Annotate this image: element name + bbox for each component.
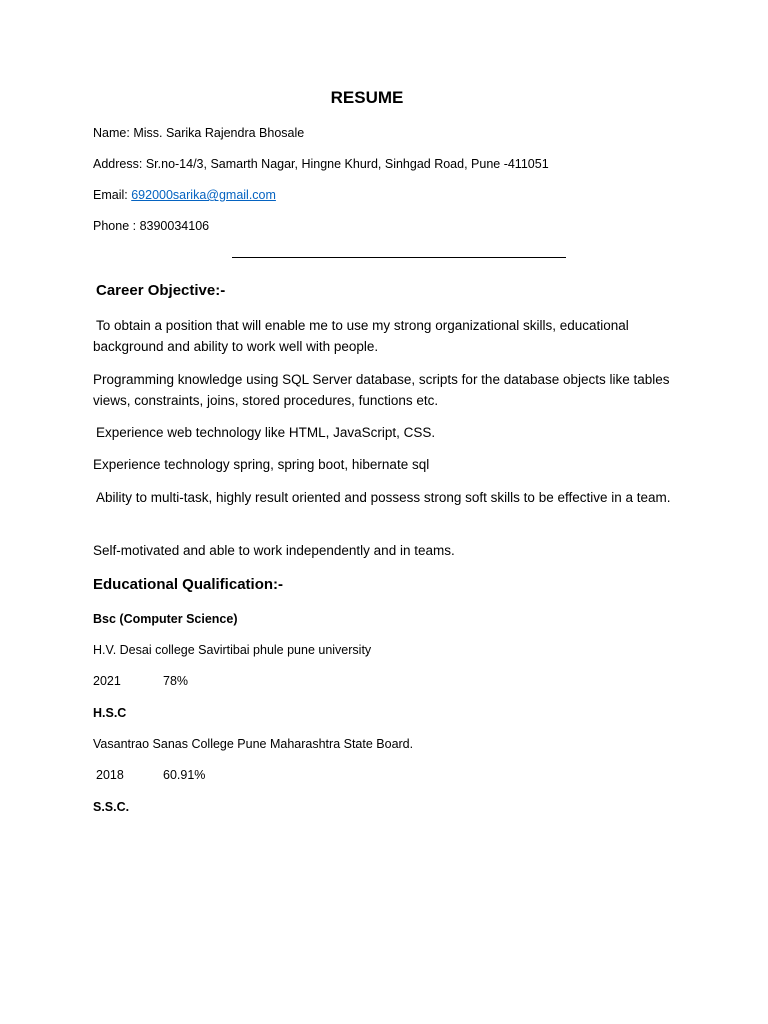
- career-paragraph: Experience web technology like HTML, JavaScript, CSS.: [96, 425, 436, 440]
- name-label: Name:: [93, 126, 130, 140]
- education-heading: Educational Qualification:-: [93, 576, 284, 593]
- address-line: [93, 157, 549, 171]
- name-line: [93, 126, 304, 140]
- career-paragraph: Self-motivated and able to work independently and in teams.: [93, 543, 455, 558]
- email-label: Email:: [93, 188, 128, 202]
- horizontal-divider: [232, 257, 566, 258]
- institution-name: H.V. Desai college Savirtibai phule pune university: [93, 643, 372, 657]
- degree-title: Bsc (Computer Science): [93, 612, 238, 626]
- education-year: 2018: [96, 768, 124, 782]
- address-label: Address:: [93, 157, 143, 171]
- phone-label: Phone :: [93, 219, 137, 233]
- career-paragraph: Ability to multi-task, highly result oriented and possess strong soft skills to be effective in a team.: [96, 490, 671, 505]
- degree-title: H.S.C: [93, 706, 127, 720]
- phone-value: 8390034106: [139, 219, 210, 233]
- career-paragraph: To obtain a position that will enable me to use my strong organizational skills, educational background and ability to work well with people.: [93, 318, 629, 354]
- email-line: [93, 188, 276, 202]
- email-link[interactable]: 692000sarika@gmail.com: [131, 188, 276, 202]
- degree-title: S.S.C.: [93, 800, 130, 814]
- career-paragraph: Experience technology spring, spring boot, hibernate sql: [93, 457, 430, 472]
- career-paragraph: Programming knowledge using SQL Server database, scripts for the database objects like tables views, constraints, joins, stored procedures, functions etc.: [93, 372, 670, 408]
- education-score: 60.91%: [163, 768, 206, 782]
- address-value: Sr.no-14/3, Samarth Nagar, Hingne Khurd, Sinhgad Road, Pune -411051: [145, 157, 549, 171]
- phone-line: [93, 219, 209, 233]
- education-year: 2021: [93, 674, 121, 688]
- career-objective-heading: Career Objective:-: [96, 282, 226, 299]
- name-value: Miss. Sarika Rajendra Bhosale: [133, 126, 305, 140]
- page-title: RESUME: [330, 88, 404, 107]
- education-score: 78%: [163, 674, 189, 688]
- institution-name: Vasantrao Sanas College Pune Maharashtra State Board.: [93, 737, 414, 751]
